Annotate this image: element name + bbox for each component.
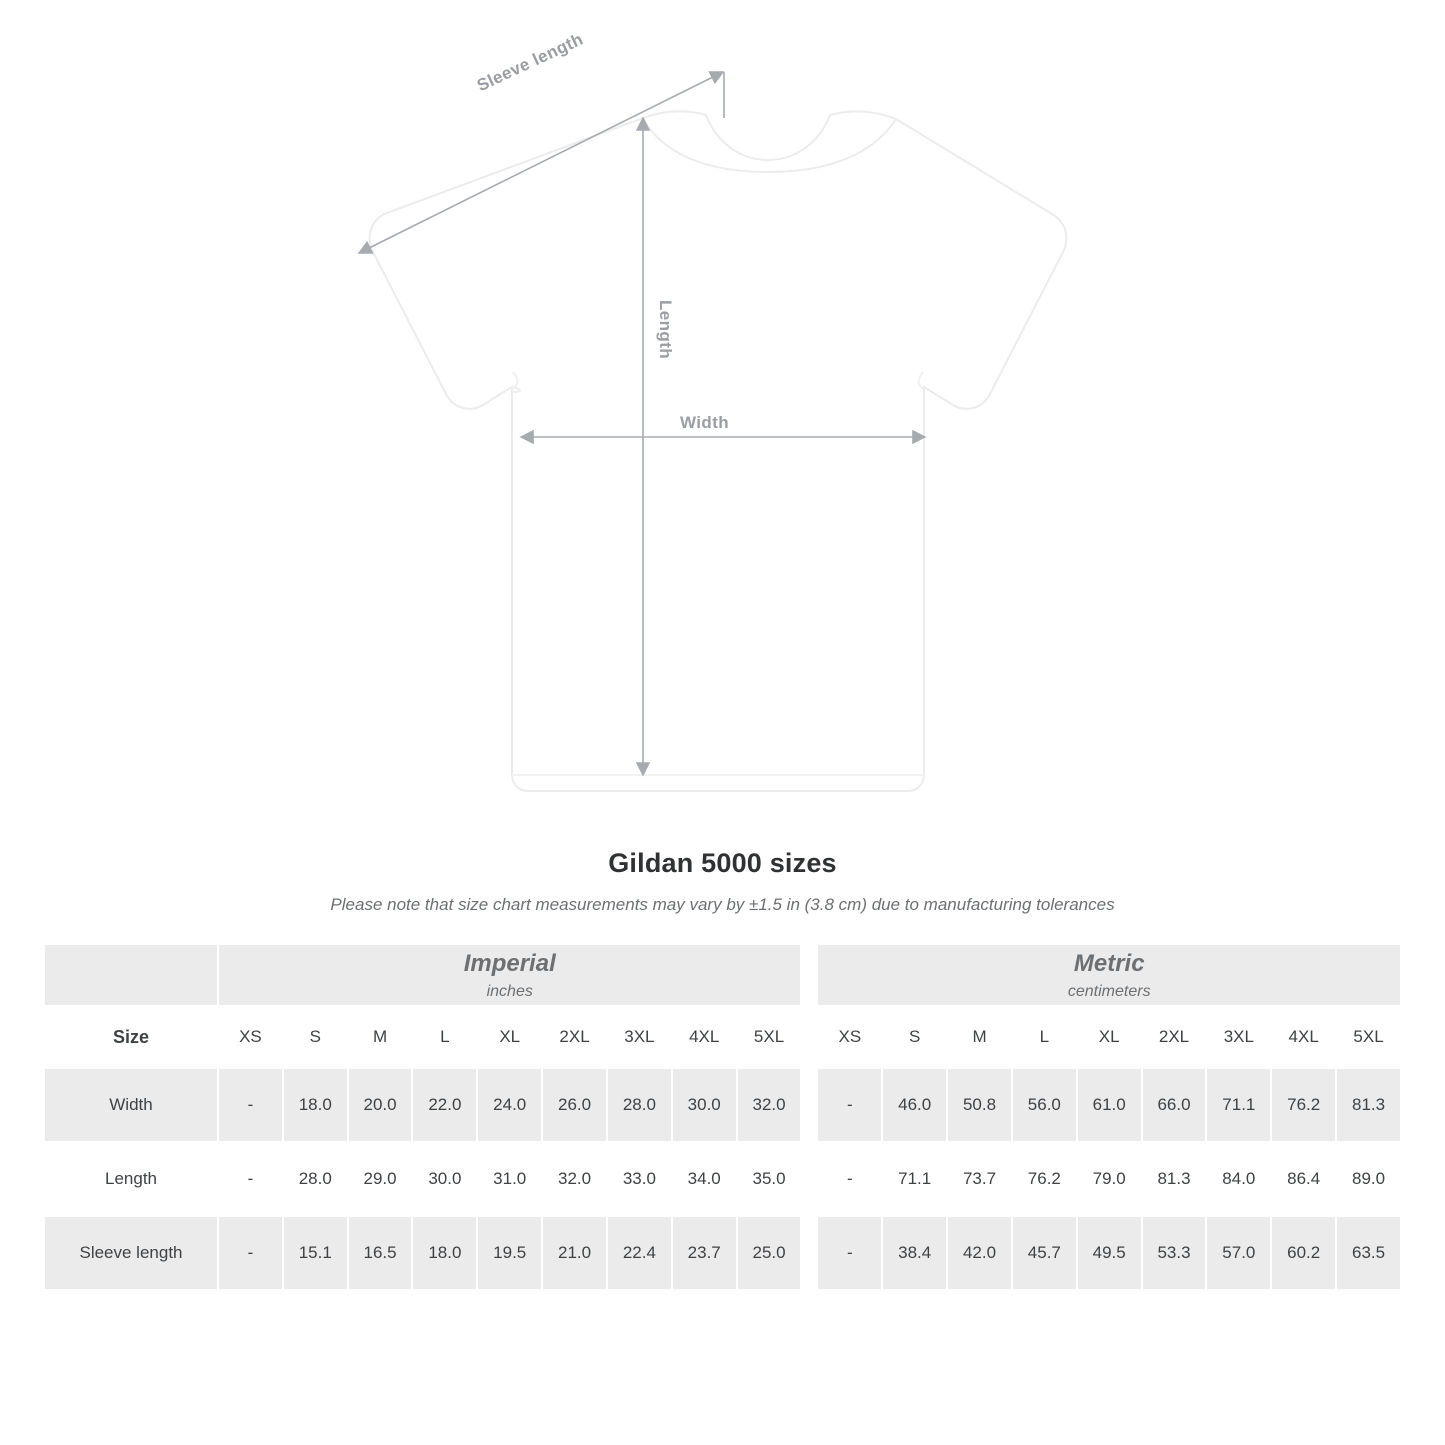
sleeve-length-label: Sleeve length	[474, 29, 587, 96]
size-header-imperial-4xl: 4XL	[672, 1006, 737, 1068]
cell-width-metric-l: 56.0	[1012, 1068, 1077, 1142]
size-header-imperial-l: L	[412, 1006, 477, 1068]
cell-sleeve-metric-l: 45.7	[1012, 1216, 1077, 1290]
table-row	[44, 1216, 1401, 1290]
cell-width-metric-3xl: 71.1	[1206, 1068, 1271, 1142]
row-label-length: Length	[44, 1142, 218, 1216]
width-label: Width	[680, 413, 730, 432]
size-header-metric-2xl: 2XL	[1142, 1006, 1207, 1068]
cell-length-metric-s: 71.1	[882, 1142, 947, 1216]
cell-sleeve-imperial-l: 18.0	[412, 1216, 477, 1290]
cell-sleeve-metric-5xl: 63.5	[1336, 1216, 1401, 1290]
size-header-gap	[801, 1006, 817, 1068]
unit-corner-cell	[44, 944, 218, 1006]
cell-length-metric-m: 73.7	[947, 1142, 1012, 1216]
size-header-metric-3xl: 3XL	[1206, 1006, 1271, 1068]
unit-metric-name: Metric	[1073, 950, 1145, 977]
page-title: Gildan 5000 sizes	[608, 848, 837, 878]
size-header-imperial-s: S	[283, 1006, 348, 1068]
cell-width-metric-m: 50.8	[947, 1068, 1012, 1142]
cell-width-metric-4xl: 76.2	[1271, 1068, 1336, 1142]
cell-sleeve-imperial-s: 15.1	[283, 1216, 348, 1290]
cell-width-imperial-s: 18.0	[283, 1068, 348, 1142]
size-header-imperial-3xl: 3XL	[607, 1006, 672, 1068]
cell-width-metric-xs: -	[817, 1068, 882, 1142]
size-header-imperial-xl: XL	[477, 1006, 542, 1068]
units-row	[44, 944, 1401, 1006]
cell-length-metric-4xl: 86.4	[1271, 1142, 1336, 1216]
cell-sleeve-imperial-5xl: 25.0	[737, 1216, 802, 1290]
cell-sleeve-metric-xs: -	[817, 1216, 882, 1290]
cell-sleeve-metric-4xl: 60.2	[1271, 1216, 1336, 1290]
row-gap-length	[801, 1142, 817, 1216]
cell-length-imperial-xs: -	[218, 1142, 283, 1216]
size-header-metric-4xl: 4XL	[1271, 1006, 1336, 1068]
cell-width-metric-s: 46.0	[882, 1068, 947, 1142]
title-block	[0, 848, 1445, 915]
cell-width-imperial-m: 20.0	[348, 1068, 413, 1142]
cell-length-metric-xl: 79.0	[1077, 1142, 1142, 1216]
unit-header-imperial	[218, 944, 801, 1006]
row-gap-width	[801, 1068, 817, 1142]
table-row	[44, 1142, 1401, 1216]
unit-imperial-sub: inches	[486, 983, 533, 1000]
size-header-imperial-xs: XS	[218, 1006, 283, 1068]
row-label-width: Width	[44, 1068, 218, 1142]
cell-width-metric-5xl: 81.3	[1336, 1068, 1401, 1142]
size-header-row	[44, 1006, 1401, 1068]
size-header-label: Size	[44, 1006, 218, 1068]
cell-length-metric-3xl: 84.0	[1206, 1142, 1271, 1216]
cell-length-imperial-2xl: 32.0	[542, 1142, 607, 1216]
cell-width-imperial-4xl: 30.0	[672, 1068, 737, 1142]
cell-sleeve-metric-2xl: 53.3	[1142, 1216, 1207, 1290]
cell-sleeve-imperial-xs: -	[218, 1216, 283, 1290]
cell-width-imperial-l: 22.0	[412, 1068, 477, 1142]
unit-metric-sub: centimeters	[1067, 983, 1151, 1000]
cell-length-imperial-l: 30.0	[412, 1142, 477, 1216]
size-header-metric-xs: XS	[817, 1006, 882, 1068]
cell-length-metric-5xl: 89.0	[1336, 1142, 1401, 1216]
size-table	[43, 943, 1402, 1291]
cell-length-imperial-s: 28.0	[283, 1142, 348, 1216]
cell-sleeve-imperial-xl: 19.5	[477, 1216, 542, 1290]
cell-width-metric-2xl: 66.0	[1142, 1068, 1207, 1142]
cell-sleeve-metric-m: 42.0	[947, 1216, 1012, 1290]
size-header-imperial-2xl: 2XL	[542, 1006, 607, 1068]
cell-length-imperial-3xl: 33.0	[607, 1142, 672, 1216]
unit-gap-cell	[801, 944, 817, 1006]
size-table-wrap	[43, 943, 1402, 1291]
cell-sleeve-imperial-3xl: 22.4	[607, 1216, 672, 1290]
table-row	[44, 1068, 1401, 1142]
cell-width-imperial-3xl: 28.0	[607, 1068, 672, 1142]
cell-width-metric-xl: 61.0	[1077, 1068, 1142, 1142]
cell-length-metric-2xl: 81.3	[1142, 1142, 1207, 1216]
cell-width-imperial-xl: 24.0	[477, 1068, 542, 1142]
size-header-metric-5xl: 5XL	[1336, 1006, 1401, 1068]
cell-sleeve-imperial-m: 16.5	[348, 1216, 413, 1290]
unit-imperial-name: Imperial	[463, 950, 556, 977]
cell-length-metric-xs: -	[817, 1142, 882, 1216]
tolerance-note: Please note that size chart measurements may vary by ±1.5 in (3.8 cm) due to manufacturing tolerances	[330, 895, 1115, 914]
cell-width-imperial-xs: -	[218, 1068, 283, 1142]
unit-header-metric	[817, 944, 1401, 1006]
cell-sleeve-metric-xl: 49.5	[1077, 1216, 1142, 1290]
cell-sleeve-metric-s: 38.4	[882, 1216, 947, 1290]
cell-sleeve-imperial-2xl: 21.0	[542, 1216, 607, 1290]
cell-sleeve-imperial-4xl: 23.7	[672, 1216, 737, 1290]
row-gap-sleeve	[801, 1216, 817, 1290]
size-header-metric-l: L	[1012, 1006, 1077, 1068]
cell-length-imperial-m: 29.0	[348, 1142, 413, 1216]
cell-length-metric-l: 76.2	[1012, 1142, 1077, 1216]
row-label-sleeve-length: Sleeve length	[44, 1216, 218, 1290]
cell-width-imperial-2xl: 26.0	[542, 1068, 607, 1142]
cell-length-imperial-4xl: 34.0	[672, 1142, 737, 1216]
cell-length-imperial-5xl: 35.0	[737, 1142, 802, 1216]
cell-sleeve-metric-3xl: 57.0	[1206, 1216, 1271, 1290]
size-header-metric-xl: XL	[1077, 1006, 1142, 1068]
length-label: Length	[656, 300, 675, 360]
size-header-metric-m: M	[947, 1006, 1012, 1068]
cell-width-imperial-5xl: 32.0	[737, 1068, 802, 1142]
size-header-metric-s: S	[882, 1006, 947, 1068]
size-header-imperial-5xl: 5XL	[737, 1006, 802, 1068]
tshirt-shape	[370, 111, 1067, 791]
size-header-imperial-m: M	[348, 1006, 413, 1068]
cell-length-imperial-xl: 31.0	[477, 1142, 542, 1216]
